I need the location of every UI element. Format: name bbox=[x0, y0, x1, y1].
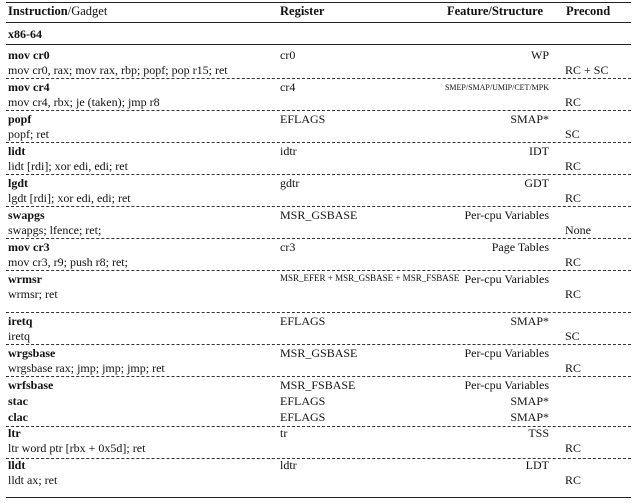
feature-cell: GDT bbox=[524, 176, 549, 190]
feature-cell: Per-cpu Variables bbox=[464, 378, 549, 392]
header-feature: Feature/Structure bbox=[447, 4, 544, 18]
instruction-name: popf bbox=[8, 112, 32, 126]
instruction-name: wrmsr bbox=[8, 272, 42, 286]
register-cell: cr0 bbox=[280, 48, 296, 62]
precond-cell: RC bbox=[565, 159, 582, 173]
section-label: x86-64 bbox=[8, 27, 42, 41]
header-rule bbox=[6, 22, 631, 23]
register-cell: EFLAGS bbox=[280, 314, 326, 328]
register-cell: MSR_FSBASE bbox=[280, 378, 356, 392]
feature-cell: SMAP* bbox=[510, 394, 549, 408]
header-register: Register bbox=[280, 4, 325, 18]
table-row bbox=[0, 346, 637, 378]
feature-cell: Page Tables bbox=[491, 240, 549, 254]
feature-cell: Per-cpu Variables bbox=[464, 208, 549, 222]
section-rule bbox=[6, 44, 631, 45]
row-separator bbox=[6, 206, 631, 207]
instruction-name: mov cr3 bbox=[8, 240, 50, 254]
precond-cell: RC bbox=[565, 361, 582, 375]
row-separator bbox=[6, 376, 631, 377]
gadget-text: lidt [rdi]; xor edi, edi; ret bbox=[8, 159, 128, 173]
register-cell: cr3 bbox=[280, 240, 296, 254]
table-row bbox=[0, 48, 637, 80]
table-row bbox=[0, 112, 637, 144]
precond-cell: SC bbox=[565, 127, 580, 141]
instruction-name: lidt bbox=[8, 144, 26, 158]
table-row bbox=[0, 426, 637, 458]
feature-cell: SMEP/SMAP/UMIP/CET/MPK bbox=[444, 83, 549, 92]
instruction-name: lldt bbox=[8, 458, 26, 472]
precond-cell: RC bbox=[565, 191, 582, 205]
register-cell: idtr bbox=[280, 144, 297, 158]
register-cell: cr4 bbox=[280, 80, 296, 94]
instruction-name: swapgs bbox=[8, 208, 45, 222]
feature-cell: SMAP* bbox=[510, 112, 549, 126]
instruction-name: ltr bbox=[8, 426, 21, 440]
header-precond: Precond bbox=[566, 4, 611, 18]
instruction-name: lgdt bbox=[8, 176, 29, 190]
precond-cell: RC bbox=[565, 287, 582, 301]
register-cell: MSR_GSBASE bbox=[280, 346, 358, 360]
precond-cell: RC bbox=[565, 441, 582, 455]
table-row bbox=[0, 314, 637, 346]
row-separator bbox=[6, 110, 631, 111]
register-cell: MSR_GSBASE bbox=[280, 208, 358, 222]
feature-cell: SMAP* bbox=[510, 410, 549, 424]
row-separator bbox=[6, 312, 631, 313]
feature-cell: SMAP* bbox=[510, 314, 549, 328]
precond-cell: RC + SC bbox=[565, 63, 609, 77]
feature-cell: Per-cpu Variables bbox=[464, 272, 549, 286]
register-cell: tr bbox=[280, 426, 288, 440]
top-rule bbox=[6, 2, 631, 3]
feature-cell: Per-cpu Variables bbox=[464, 346, 549, 360]
table-row bbox=[0, 208, 637, 240]
row-separator bbox=[6, 344, 631, 345]
row-separator bbox=[6, 78, 631, 79]
row-separator bbox=[6, 270, 631, 271]
row-separator bbox=[6, 142, 631, 143]
instruction-name: mov cr0 bbox=[8, 48, 50, 62]
table-row bbox=[0, 240, 637, 272]
instruction-name: wrgsbase bbox=[8, 346, 56, 360]
register-cell: EFLAGS bbox=[280, 112, 326, 126]
precond-cell: None bbox=[565, 223, 591, 237]
gadget-text: ltr word ptr [rbx + 0x5d]; ret bbox=[8, 441, 146, 455]
feature-cell: TSS bbox=[528, 426, 549, 440]
register-cell: ldtr bbox=[280, 458, 297, 472]
feature-cell: LDT bbox=[525, 458, 549, 472]
instruction-name: iretq bbox=[8, 314, 33, 328]
table-row bbox=[0, 176, 637, 208]
gadget-text: wrgsbase rax; jmp; jmp; jmp; ret bbox=[8, 361, 165, 375]
gadget-text: iretq bbox=[8, 329, 30, 343]
row-separator bbox=[6, 174, 631, 175]
bottom-rule bbox=[6, 497, 631, 498]
register-cell: gdtr bbox=[280, 176, 300, 190]
instruction-name: wrfsbase bbox=[8, 378, 54, 392]
precond-cell: SC bbox=[565, 329, 580, 343]
table-row bbox=[0, 272, 637, 304]
gadget-text: lgdt [rdi]; xor edi, edi; ret bbox=[8, 191, 131, 205]
gadget-text: wrmsr; ret bbox=[8, 287, 58, 301]
table-row bbox=[0, 458, 637, 490]
gadget-text: mov cr4, rbx; je (taken); jmp r8 bbox=[8, 95, 160, 109]
table-row bbox=[0, 80, 637, 112]
row-separator bbox=[6, 426, 631, 427]
precond-cell: RC bbox=[565, 255, 582, 269]
precond-cell: RC bbox=[565, 473, 582, 487]
gadget-text: mov cr0, rax; mov rax, rbp; popf; pop r15; ret bbox=[8, 63, 228, 77]
register-cell: EFLAGS bbox=[280, 410, 326, 424]
instruction-name: stac bbox=[8, 394, 28, 408]
register-cell: EFLAGS bbox=[280, 394, 326, 408]
table-row bbox=[0, 144, 637, 176]
gadget-text: popf; ret bbox=[8, 127, 49, 141]
row-separator bbox=[6, 458, 631, 459]
instruction-name: mov cr4 bbox=[8, 80, 50, 94]
feature-cell: IDT bbox=[529, 144, 549, 158]
header-instruction: Instruction/Gadget bbox=[8, 4, 108, 18]
gadget-text: mov cr3, r9; push r8; ret; bbox=[8, 255, 128, 269]
row-separator bbox=[6, 238, 631, 239]
gadget-text: swapgs; lfence; ret; bbox=[8, 223, 102, 237]
feature-cell: WP bbox=[531, 48, 549, 62]
instruction-name: clac bbox=[8, 410, 28, 424]
precond-cell: RC bbox=[565, 95, 582, 109]
gadget-text: lldt ax; ret bbox=[8, 473, 58, 487]
register-cell: MSR_EFER + MSR_GSBASE + MSR_FSBASE bbox=[280, 273, 460, 283]
